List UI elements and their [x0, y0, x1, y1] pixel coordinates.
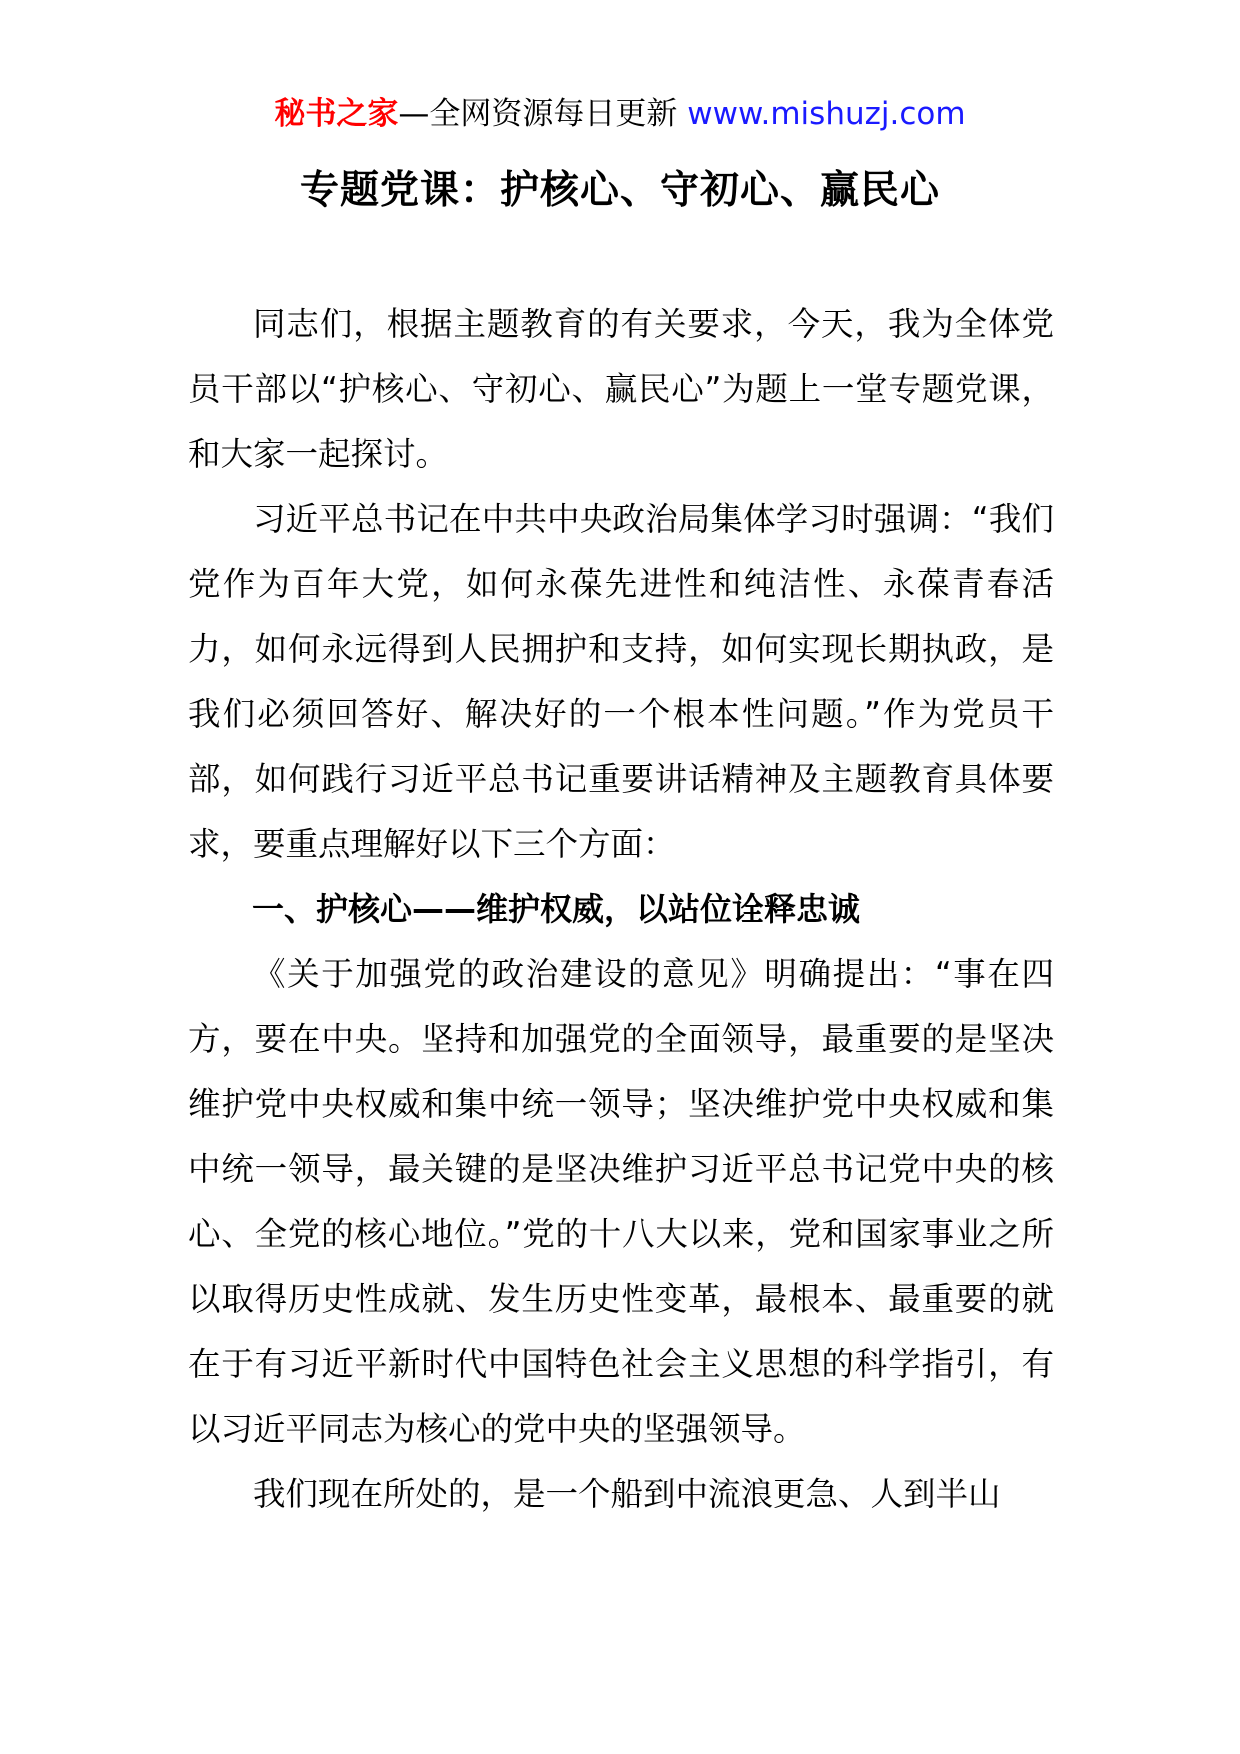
site-url-link[interactable]: www.mishuzj.com [687, 96, 966, 132]
paragraph-section-1-continued: 我们现在所处的，是一个船到中流浪更急、人到半山 [253, 1475, 1001, 1513]
paragraph-intro: 同志们，根据主题教育的有关要求，今天，我为全体党员干部以“护核心、守初心、赢民心”为题上一堂专题党课，和大家一起探讨。 [188, 305, 1054, 473]
document-body [188, 292, 1054, 1527]
paragraph-quote: 习近平总书记在中共中央政治局集体学习时强调：“我们党作为百年大党，如何永葆先进性和纯洁性、永葆青春活力，如何永远得到人民拥护和支持，如何实现长期执政，是我们必须回答好、解决好的一个根本性问题。”作为党员干部，如何践行习近平总书记重要讲话精神及主题教育具体要求，要重点理解好以下三个方面： [188, 500, 1054, 863]
site-header [0, 94, 1240, 134]
document-title: 专题党课：护核心、守初心、赢民心 [299, 168, 940, 213]
site-brand: 秘书之家 [274, 96, 399, 132]
paragraph-section-1: 《关于加强党的政治建设的意见》明确提出：“事在四方，要在中央。坚持和加强党的全面领导，最重要的是坚决维护党中央权威和集中统一领导；坚决维护党中央权威和集中统一领导，最关键的是坚决维护习近平总书记党中央的核心、全党的核心地位。”党的十八大以来，党和国家事业之所以取得历史性成就、发生历史性变革，最根本、最重要的就在于有习近平新时代中国特色社会主义思想的科学指引，有以习近平同志为核心的党中央的坚强领导。 [188, 955, 1054, 1448]
site-tagline: —全网资源每日更新 [398, 96, 678, 132]
section-heading-1: 一、护核心——维护权威，以站位诠释忠诚 [252, 890, 861, 928]
